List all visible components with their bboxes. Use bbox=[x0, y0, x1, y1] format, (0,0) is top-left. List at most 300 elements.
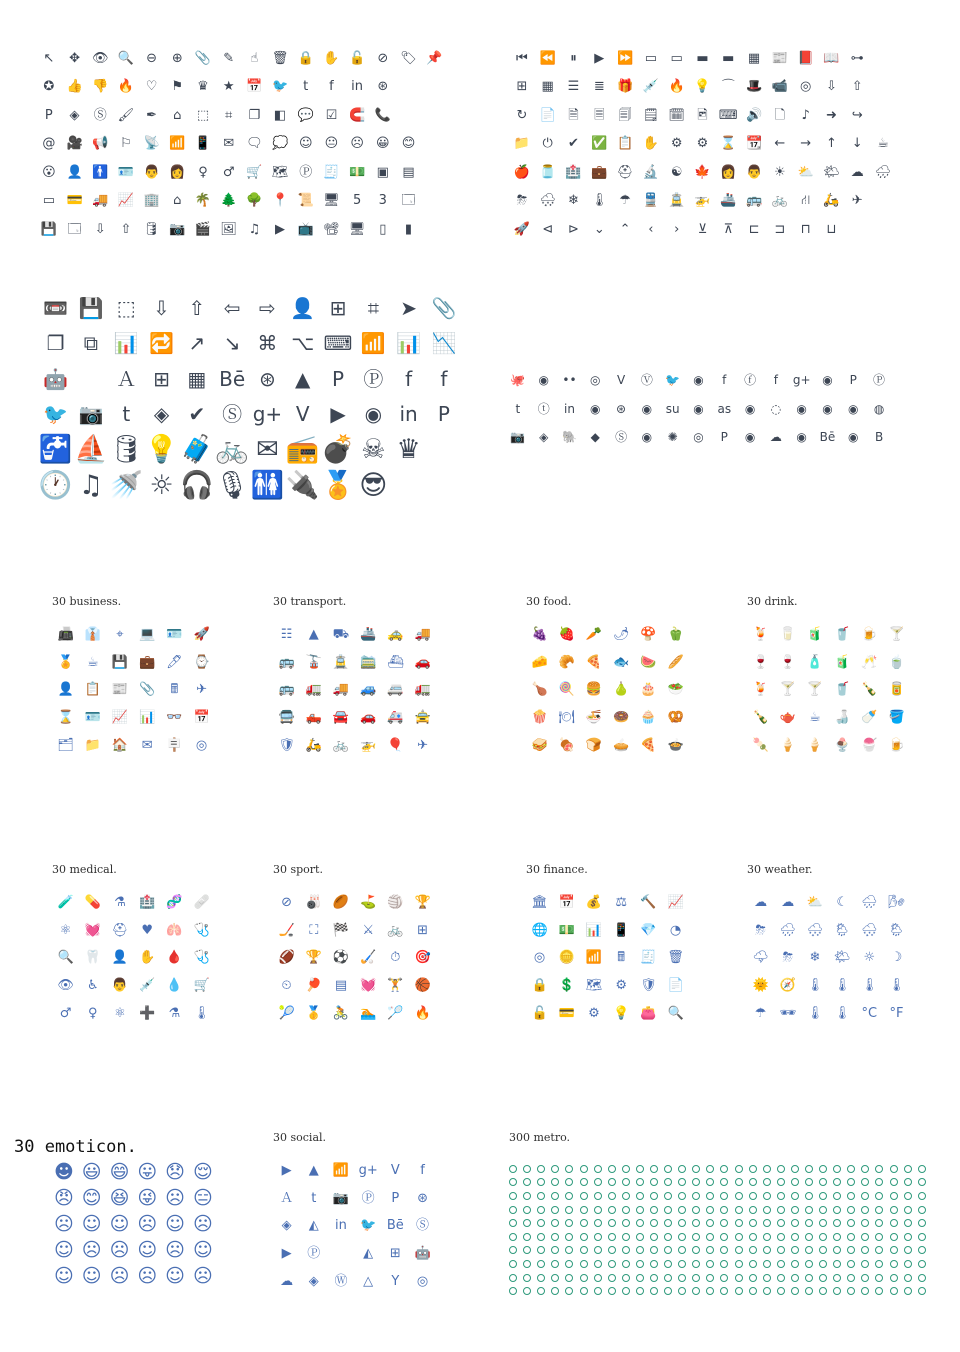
metro-circle-icon bbox=[675, 1244, 689, 1258]
padlock-icon: 🔒 bbox=[531, 978, 548, 994]
option-key-icon: ⌥ bbox=[291, 331, 315, 356]
tongue-filled-icon: 😛 bbox=[137, 1160, 158, 1183]
metro-circle-icon bbox=[760, 1162, 774, 1176]
cloud-icon: ☁ bbox=[850, 164, 864, 180]
metro-circle-icon bbox=[534, 1271, 548, 1285]
windows-icon: ⊞ bbox=[153, 366, 170, 391]
empty-slot bbox=[892, 423, 918, 452]
metro-circle-icon bbox=[562, 1230, 576, 1244]
cogs-icon: ⚙ bbox=[615, 978, 627, 994]
metro-circle-icon bbox=[703, 1216, 717, 1230]
tv-icon: 📺 bbox=[297, 221, 314, 237]
database-icon: 🛢 bbox=[143, 221, 160, 237]
flickr-circle-icon: ◎ bbox=[590, 373, 601, 388]
metro-circle-icon bbox=[506, 1176, 520, 1190]
rdio-icon: ◌ bbox=[770, 401, 782, 416]
power-icon: ⏻ bbox=[542, 136, 553, 152]
loop-icon: 🔁 bbox=[149, 331, 174, 356]
house-dollar-icon: 🏠 bbox=[111, 737, 129, 753]
tag-icon: 🏷 bbox=[400, 50, 417, 66]
dna-icon: 🧬 bbox=[166, 895, 183, 911]
shuttlecock-icon: 🏸 bbox=[387, 1005, 404, 1021]
metro-circle-icon bbox=[732, 1216, 746, 1230]
emoticon-icons bbox=[50, 1159, 217, 1290]
neutral-outline-icon: ☺ bbox=[53, 1265, 74, 1288]
open-book-icon: 📖 bbox=[823, 50, 840, 66]
water-bottle-icon: 🍶 bbox=[834, 710, 851, 726]
metro-circle-icon bbox=[562, 1162, 576, 1176]
video-file-icon: ▶ bbox=[275, 221, 286, 237]
attach-icon: 📎 bbox=[431, 295, 457, 320]
html5-icon: 5 bbox=[352, 193, 362, 209]
metro-circle-icon bbox=[774, 1216, 788, 1230]
bar-chart-icon: 📊 bbox=[396, 331, 422, 356]
beer-glass-icon: 🍺 bbox=[888, 737, 905, 753]
social-icons bbox=[273, 1157, 436, 1295]
metro-circle-icon bbox=[689, 1203, 703, 1217]
metro-circle-icon bbox=[802, 1162, 816, 1176]
metro-circle-icon bbox=[887, 1189, 901, 1203]
train-icon: 🚆 bbox=[642, 193, 659, 209]
ship-icon: 🚢 bbox=[720, 193, 737, 209]
linkedin-circle-icon: ◉ bbox=[590, 401, 601, 416]
medical-icons bbox=[52, 889, 215, 1027]
floppy-icon: 💾 bbox=[111, 654, 129, 670]
surprised-icon: 😮 bbox=[42, 164, 56, 180]
gears-icon: ⚙ bbox=[696, 136, 709, 152]
metro-circle-icon bbox=[647, 1284, 661, 1298]
bulb-sparkle-icon: 💡 bbox=[144, 434, 179, 466]
cloud-filled-icon: ☁ bbox=[781, 895, 795, 911]
speech-dots-icon: 💭 bbox=[271, 136, 289, 152]
cry-outline-icon: ☹ bbox=[109, 1239, 130, 1262]
metro-circle-icon bbox=[915, 1162, 929, 1176]
metro-circle-icon bbox=[746, 1230, 760, 1244]
facebook-f-icon: f bbox=[420, 1163, 425, 1179]
metro-circle-icon bbox=[844, 1176, 858, 1190]
cocktail-glass-icon: 🍹 bbox=[752, 627, 769, 643]
evernote-icon: 🐘 bbox=[562, 430, 577, 445]
metro-circle-icon bbox=[647, 1176, 661, 1190]
metro-circle-icon bbox=[858, 1284, 872, 1298]
weibo-icon: ◎ bbox=[693, 430, 704, 445]
metro-circle-icon bbox=[746, 1257, 760, 1271]
move-icon: ✥ bbox=[69, 50, 80, 66]
glasses-icon: 👓 bbox=[166, 710, 183, 726]
metro-circle-icon bbox=[647, 1216, 661, 1230]
empty-slot bbox=[896, 187, 922, 216]
metro-circle-icon bbox=[661, 1203, 675, 1217]
laugh-outline-icon: ☺ bbox=[165, 1212, 185, 1235]
hourglass-icon: ⌛ bbox=[57, 710, 74, 726]
pin-icon: 📌 bbox=[426, 50, 443, 66]
racing-flags-icon: 🏁 bbox=[332, 922, 350, 938]
metro-circle-icon bbox=[548, 1257, 562, 1271]
apple-logo-icon bbox=[73, 361, 108, 397]
metro-circle-icon bbox=[760, 1189, 774, 1203]
sun-icon: ☀ bbox=[774, 164, 786, 180]
empty-slot bbox=[421, 158, 447, 187]
metro-circle-icon bbox=[576, 1162, 590, 1176]
metro-circle-icon bbox=[675, 1230, 689, 1244]
volleyball-icon: 🏐 bbox=[387, 895, 404, 911]
windows8-icon: ▦ bbox=[187, 366, 207, 391]
grid-icon: ⊞ bbox=[516, 79, 528, 95]
bus-front-icon: 🚌 bbox=[278, 654, 295, 670]
google-plus-icon: g+ bbox=[252, 402, 283, 427]
myspace-icon: ◉ bbox=[796, 430, 807, 445]
monitor-icon: 🖥 bbox=[323, 193, 340, 209]
image-file-icon: 🖻 bbox=[697, 107, 708, 123]
metro-circle-icon bbox=[605, 1284, 619, 1298]
metro-circle-icon bbox=[788, 1244, 802, 1258]
metro-circle-icon bbox=[548, 1216, 562, 1230]
martini-olive-icon: 🍸 bbox=[888, 627, 905, 643]
metro-circle-icon bbox=[887, 1257, 901, 1271]
target-coin-icon: ◎ bbox=[533, 950, 546, 966]
metro-circle-icon bbox=[591, 1271, 605, 1285]
cog-icon: ⚙ bbox=[670, 136, 683, 152]
thermometer-icon: 🌡 bbox=[193, 1005, 210, 1021]
app-store-icon: Ａ bbox=[116, 366, 137, 391]
metro-circle-icon bbox=[506, 1162, 520, 1176]
tumblr-icon: t bbox=[303, 79, 309, 95]
metro-circle-icon bbox=[788, 1162, 802, 1176]
happy-icon: 😊 bbox=[401, 136, 416, 152]
metro-circle-icon bbox=[675, 1189, 689, 1203]
chevron-down-circle-icon: ⊻ bbox=[697, 221, 708, 237]
metro-circle-icon bbox=[732, 1271, 746, 1285]
metro-circle-icon bbox=[605, 1216, 619, 1230]
hatchback-icon: 🚗 bbox=[360, 710, 377, 726]
twitter-logo-icon: 🐦 bbox=[665, 373, 681, 388]
metro-circle-icon bbox=[506, 1203, 520, 1217]
metro-circle-icon bbox=[858, 1230, 872, 1244]
medical-case-icon: ⊞ bbox=[329, 295, 347, 320]
search-icon: 🔍 bbox=[667, 1005, 684, 1021]
metro-circle-icon bbox=[844, 1271, 858, 1285]
snow-icon: ❄ bbox=[568, 193, 579, 209]
metro-circle-icon bbox=[717, 1162, 731, 1176]
metro-circle-icon bbox=[774, 1162, 788, 1176]
metro-circle-icon bbox=[576, 1216, 590, 1230]
palm-icon: ✋ bbox=[139, 950, 156, 966]
empty-slot bbox=[896, 73, 922, 102]
social-icon-set bbox=[505, 366, 918, 452]
metro-circle-icon bbox=[901, 1203, 915, 1217]
pencil-icon: ✎ bbox=[223, 50, 235, 66]
truck-front-icon: 🚚 bbox=[414, 627, 431, 643]
wink-outline-icon: ☺ bbox=[53, 1239, 74, 1262]
line-chart-icon: 📈 bbox=[111, 710, 129, 726]
metro-circle-icon bbox=[788, 1230, 802, 1244]
forrst-logo-icon: ▲ bbox=[308, 1163, 319, 1179]
snow-rain-icon: 🌨 bbox=[539, 193, 556, 209]
briefcase-icon: 💼 bbox=[139, 654, 156, 670]
frown-outline-icon: ☹ bbox=[192, 1212, 213, 1235]
metro-circle-icon bbox=[576, 1244, 590, 1258]
paypal-icon: P bbox=[44, 107, 53, 123]
metro-circle-icon bbox=[901, 1244, 915, 1258]
metro-circle-icon bbox=[591, 1244, 605, 1258]
man-icon: 👨 bbox=[143, 164, 160, 180]
upload-window-icon: ⇧ bbox=[120, 221, 132, 237]
metro-circle-icon bbox=[887, 1176, 901, 1190]
metro-circle-icon bbox=[774, 1271, 788, 1285]
user-icon: 👤 bbox=[66, 164, 83, 180]
pinterest-logo-icon: P bbox=[849, 373, 857, 388]
metro-circle-icon bbox=[562, 1189, 576, 1203]
metro-circle-icon bbox=[675, 1203, 689, 1217]
sun-small-icon: 🌞 bbox=[752, 978, 769, 994]
flask-icon: ⚗ bbox=[168, 1005, 181, 1021]
metro-circle-icon bbox=[887, 1162, 901, 1176]
hanger-icon: ⌒ bbox=[721, 79, 735, 95]
helicopter-icon: 🚁 bbox=[694, 193, 711, 209]
tiles-icon: ▦ bbox=[541, 79, 554, 95]
torch-icon: 🔥 bbox=[414, 1005, 431, 1021]
metro-circle-icon bbox=[605, 1203, 619, 1217]
happy-filled-icon: 😊 bbox=[81, 1186, 102, 1209]
dollar-badge-icon: 💲 bbox=[558, 978, 575, 994]
trend-chart-icon: 📈 bbox=[667, 895, 684, 911]
metro-circle-icon bbox=[858, 1271, 872, 1285]
forrst-icon: ▲ bbox=[295, 366, 311, 391]
metro-circle-icon bbox=[746, 1216, 760, 1230]
layers-logo-icon: ◈ bbox=[308, 1273, 319, 1289]
magnifier-icon: 🔍 bbox=[57, 950, 74, 966]
brush-icon: 🖌 bbox=[117, 107, 135, 123]
tear-outline-icon: ☹ bbox=[192, 1265, 213, 1288]
gauge-icon: ⏲ bbox=[281, 978, 292, 994]
hourglass-icon: ⌛ bbox=[720, 136, 737, 152]
metro-circle-icon bbox=[901, 1257, 915, 1271]
android-icon: 🤖 bbox=[43, 366, 69, 391]
metro-circle-icon bbox=[887, 1203, 901, 1217]
pen-icon: 🖊 bbox=[166, 654, 183, 670]
metro-circle-icon bbox=[760, 1203, 774, 1217]
male-icon: ♂ bbox=[222, 164, 235, 180]
coupe-icon: 🚖 bbox=[414, 710, 431, 726]
envelope-icon: ✉ bbox=[256, 434, 279, 466]
metro-circle-icon bbox=[816, 1284, 830, 1298]
joy-outline-icon: ☺ bbox=[81, 1265, 102, 1288]
metro-circle-icon bbox=[534, 1162, 548, 1176]
metro-circle-icon bbox=[661, 1257, 675, 1271]
whistle-icon: ⊘ bbox=[281, 895, 293, 911]
clipboard-list-icon: 📋 bbox=[84, 682, 101, 698]
github-icon: 🐙 bbox=[510, 373, 526, 388]
metro-circle-icon bbox=[689, 1216, 703, 1230]
skull-icon: ☠ bbox=[361, 434, 386, 466]
sun-cloud-icon: 🌤 bbox=[823, 164, 840, 180]
chevron-left-circle-icon: ⊲ bbox=[542, 221, 554, 237]
metro-circle-icon bbox=[830, 1162, 844, 1176]
star-circle-icon: ✪ bbox=[43, 79, 55, 95]
metro-circle-icon bbox=[760, 1271, 774, 1285]
windy-cloud-icon: 🌬 bbox=[888, 895, 905, 911]
desktop-icon: 🖥 bbox=[348, 221, 366, 237]
metro-circle-icon bbox=[689, 1244, 703, 1258]
business-icons bbox=[52, 621, 215, 759]
delicious-logo-icon: ◭ bbox=[308, 1218, 319, 1234]
googleplus-logo-icon: g+ bbox=[358, 1163, 378, 1179]
metro-circle-icon bbox=[732, 1176, 746, 1190]
target-crosshair-icon: ⌖ bbox=[116, 627, 124, 643]
metro-circle-icon bbox=[703, 1176, 717, 1190]
metro-circle-icon bbox=[520, 1284, 534, 1298]
soda-cup-icon: 🥤 bbox=[834, 627, 851, 643]
rail-track-icon: ☷ bbox=[280, 627, 293, 643]
fire-icon: 🔥 bbox=[117, 79, 134, 95]
paypal-logo-icon: P bbox=[437, 402, 450, 427]
metro-circle-icon bbox=[915, 1176, 929, 1190]
hospital-sign-icon: 🏥 bbox=[139, 895, 156, 911]
metro-circle-icon bbox=[830, 1271, 844, 1285]
dribbble-logo-icon: ⊛ bbox=[616, 401, 627, 416]
metro-circle-icon bbox=[760, 1257, 774, 1271]
tank-icon: 🛡 bbox=[278, 737, 295, 753]
car-front-icon: 🚗 bbox=[414, 654, 431, 670]
metro-circle-icon bbox=[548, 1203, 562, 1217]
finance-title: 30 finance. bbox=[526, 863, 588, 876]
content-outline-icon: ☺ bbox=[192, 1239, 213, 1262]
metro-circle-icon bbox=[591, 1203, 605, 1217]
metro-circle-icon bbox=[562, 1203, 576, 1217]
metro-circle-icon bbox=[844, 1189, 858, 1203]
metro-circle-icon bbox=[675, 1216, 689, 1230]
metro-circle-icon bbox=[506, 1230, 520, 1244]
chevron-left-icon: ‹ bbox=[648, 221, 654, 237]
refresh-icon: ↻ bbox=[516, 107, 528, 123]
grin-outline-icon: ☺ bbox=[109, 1212, 130, 1235]
thunder-icon: 🌩 bbox=[752, 950, 769, 966]
tram-front-icon: 🚊 bbox=[332, 654, 350, 670]
metro-circle-icon bbox=[858, 1244, 872, 1258]
chili-icon: 🌶 bbox=[612, 627, 630, 643]
umbrella-icon: ☂ bbox=[754, 1005, 767, 1021]
google-plus-circle-icon: ◉ bbox=[822, 373, 833, 388]
sun-rain-icon: 🌦 bbox=[888, 922, 905, 938]
thermometer-alt-icon: 🌡 bbox=[833, 1005, 851, 1021]
cake-icon: 🎂 bbox=[640, 682, 657, 698]
bicycle-icon: 🚲 bbox=[771, 193, 788, 209]
metro-circle-icon bbox=[717, 1230, 731, 1244]
delivery-truck-icon: 🚚 bbox=[332, 682, 350, 698]
metro-circle-icon bbox=[661, 1162, 675, 1176]
flickr-logo-icon: ◉ bbox=[848, 430, 859, 445]
metro-circle-icon bbox=[548, 1271, 562, 1285]
list-bullet-icon: ≣ bbox=[593, 79, 605, 95]
trend-up-icon: ↗ bbox=[188, 331, 206, 356]
arrow-left-icon: ← bbox=[774, 136, 786, 152]
skip-back-icon: ⏮ bbox=[516, 50, 528, 66]
credit-card-icon: 💳 bbox=[66, 193, 83, 209]
tea-cup-icon: ☕ bbox=[809, 710, 821, 726]
metro-circle-icon bbox=[703, 1284, 717, 1298]
shower-icon: 🚿 bbox=[109, 469, 144, 501]
pinterest-circle-icon: Ⓟ bbox=[363, 366, 384, 391]
behance-be-icon: Bē bbox=[386, 1218, 404, 1234]
metro-circle-icon bbox=[746, 1189, 760, 1203]
metro-circle-icon bbox=[788, 1176, 802, 1190]
food-icons bbox=[526, 621, 689, 759]
sun-outline-icon: ☼ bbox=[863, 950, 876, 966]
metro-circle-icon bbox=[633, 1162, 647, 1176]
heart-rate-icon: 💓 bbox=[360, 978, 377, 994]
metro-circle-icon bbox=[872, 1162, 886, 1176]
empty-slot bbox=[870, 44, 896, 73]
zoom-in-icon: ⊕ bbox=[171, 50, 183, 66]
mail-icon: ✉ bbox=[223, 136, 235, 152]
metro-circle-icon bbox=[760, 1244, 774, 1258]
crown-spiky-icon: ♛ bbox=[396, 434, 421, 466]
metro-circle-icon bbox=[872, 1257, 886, 1271]
lorry-icon: 🚛 bbox=[305, 682, 322, 698]
metro-circle-icon bbox=[816, 1189, 830, 1203]
feather-icon: ✒ bbox=[146, 107, 158, 123]
import-box-icon: ⇦ bbox=[223, 295, 241, 320]
transport-title: 30 transport. bbox=[273, 595, 347, 608]
ipod-icon: ▯ bbox=[379, 221, 387, 237]
home-icon: ⌂ bbox=[173, 193, 182, 209]
sundae-icon: 🍨 bbox=[834, 737, 851, 753]
thermometer-icon: 🌡 bbox=[806, 1005, 824, 1021]
celsius-icon: °C bbox=[861, 1005, 878, 1021]
metro-circle-icon bbox=[830, 1189, 844, 1203]
cheese-icon: 🧀 bbox=[531, 654, 548, 670]
scooter-icon: 🛵 bbox=[823, 193, 840, 209]
ping-pong-icon: 🏓 bbox=[305, 978, 322, 994]
pdf-file-icon: 🗏 bbox=[594, 107, 605, 123]
smile-outline-icon: ☺ bbox=[81, 1212, 102, 1235]
metro-circle-icon bbox=[915, 1284, 929, 1298]
margarita-icon: 🍸 bbox=[806, 682, 824, 698]
metro-circle-icon bbox=[915, 1257, 929, 1271]
semi-truck-icon: 🚛 bbox=[414, 682, 431, 698]
book-icon: 📕 bbox=[797, 50, 814, 66]
umbrella-icon: ☂ bbox=[619, 193, 631, 209]
tumblr-circle-icon: ⓣ bbox=[537, 401, 550, 416]
metro-circle-icon bbox=[830, 1257, 844, 1271]
chevron-up-circle-icon: ⊼ bbox=[723, 221, 734, 237]
airplane-icon: ✈ bbox=[196, 682, 207, 698]
metro-circle-icon bbox=[506, 1271, 520, 1285]
delicious-icon: ✔ bbox=[188, 402, 206, 427]
metro-circle-icon bbox=[717, 1271, 731, 1285]
mortar-icon: ⚗ bbox=[114, 895, 126, 911]
check-icon: ✔ bbox=[568, 136, 579, 152]
paperclip-icon: 📎 bbox=[194, 50, 212, 66]
rugby-ball-icon: 🏉 bbox=[332, 895, 350, 911]
dropper-icon: 💧 bbox=[166, 978, 183, 994]
metro-circle-icon bbox=[830, 1203, 844, 1217]
metro-circle-icon bbox=[858, 1257, 872, 1271]
car-side-icon: 🚙 bbox=[360, 682, 377, 698]
thermo-high-icon: 🌡 bbox=[861, 978, 878, 994]
folder-icon: 📁 bbox=[84, 737, 101, 753]
at-icon: @ bbox=[42, 136, 56, 152]
drizzle-icon: 🌦 bbox=[833, 922, 851, 938]
image-icon: 🖼 bbox=[220, 221, 237, 237]
metro-circle-icon bbox=[633, 1257, 647, 1271]
metro-circle-icon bbox=[746, 1176, 760, 1190]
molecule-icon: ⚛ bbox=[59, 922, 72, 938]
chevron-left-box-icon: ⊏ bbox=[748, 221, 760, 237]
metro-circle-icon bbox=[534, 1284, 548, 1298]
headphones-icon: 🎧 bbox=[180, 469, 214, 501]
newspaper-icon: 📰 bbox=[111, 682, 129, 698]
